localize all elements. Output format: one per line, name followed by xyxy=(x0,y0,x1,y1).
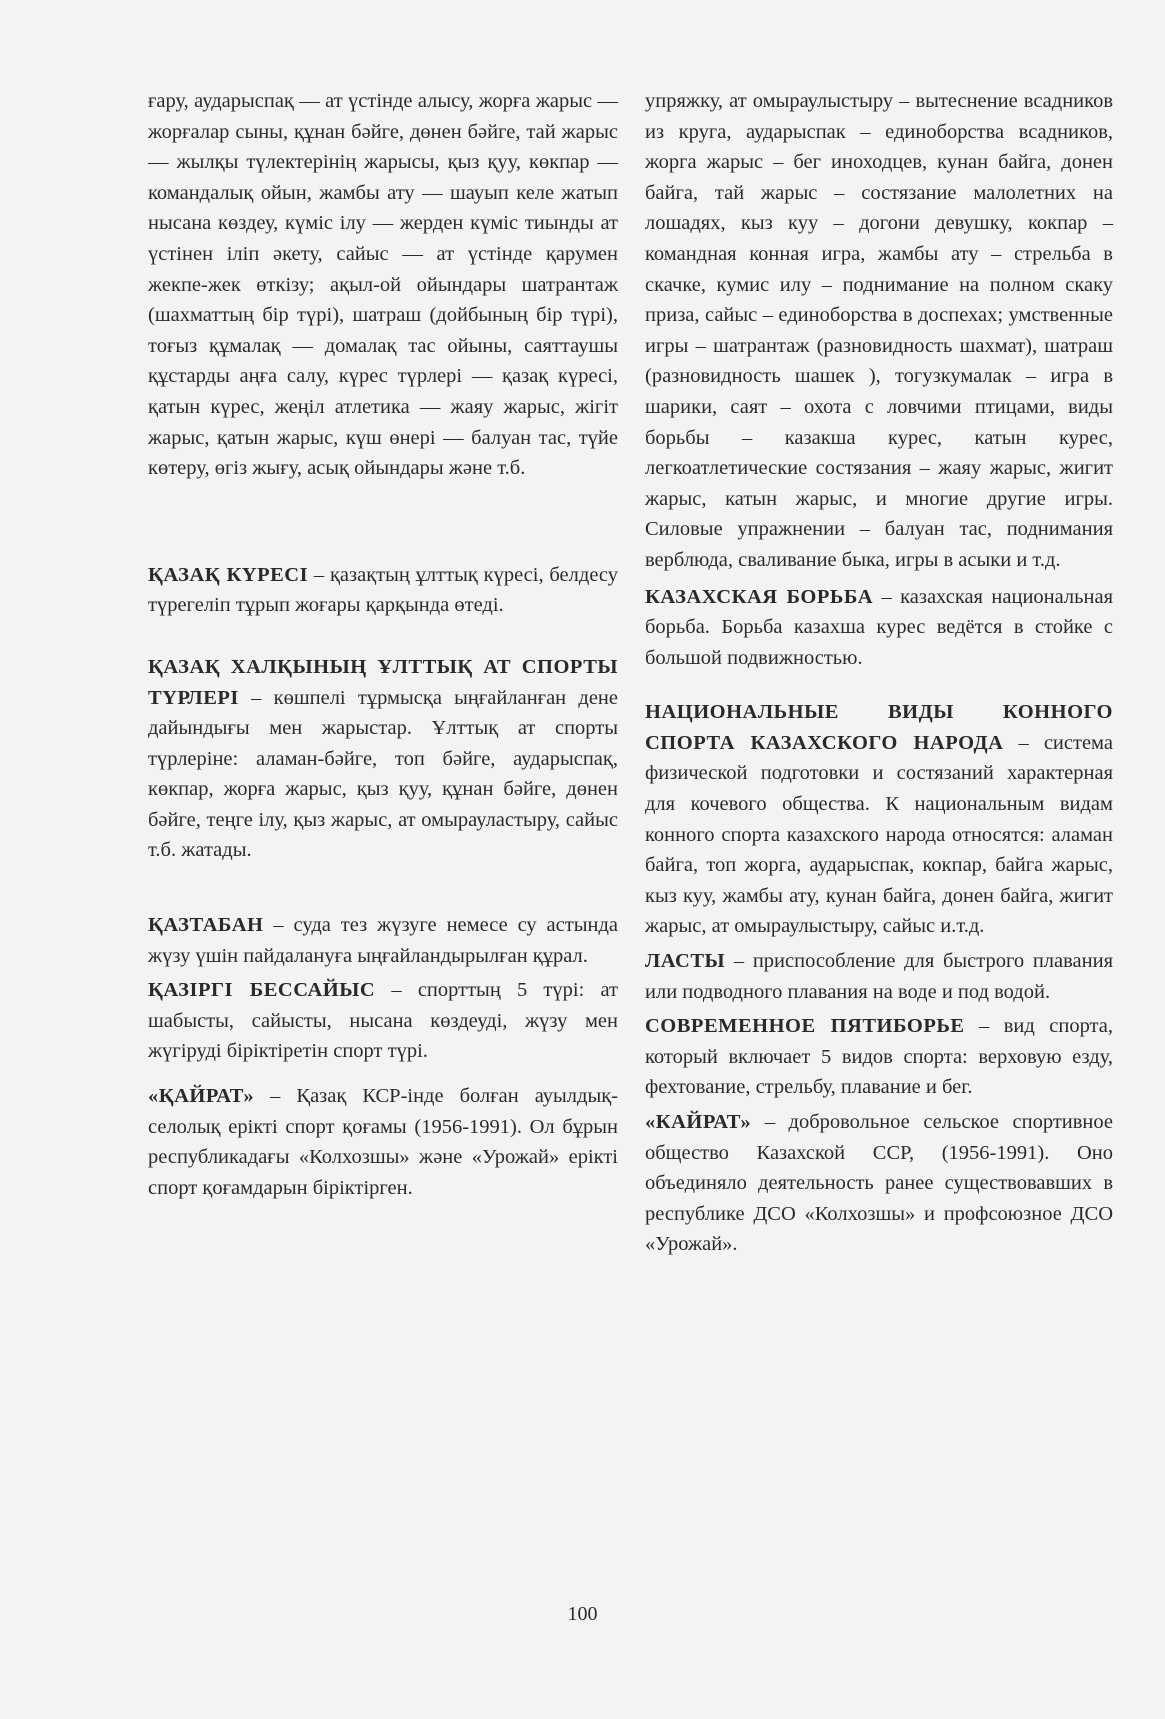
entry-definition: – добровольное сельское спортивное общество Казахской ССР, (1956-1991). Оно объединяло деятельность ранее существовавших в республике ДСО «Колхозшы» и профсоюзное ДСО «Урожай». xyxy=(645,1111,1113,1256)
entry-definition: – көшпелі тұрмысқа ыңғайланған дене дайындығы мен жарыстар. Ұлттық ат спорты түрлеріне: аламан-бәйге, топ бәйге, аударыспақ, көкпар, жорға жарыс, қыз қуу, құнан бәйге, дөнен бәйге, теңге ілу, қыз жарыс, ат омырауластыру, сайыс т.б. жатады. xyxy=(148,686,618,862)
page-number: 100 xyxy=(567,1603,598,1625)
entry-term: ҚАЗАҚ КҮРЕСІ xyxy=(148,563,309,586)
dictionary-entry xyxy=(645,582,1113,674)
intro-paragraph xyxy=(148,86,618,484)
dictionary-entry xyxy=(645,946,1113,1007)
entry-definition: – вид спорта, который включает 5 видов спорта: верховую езду, фехтование, стрельбу, плавание и бег. xyxy=(645,1015,1113,1099)
entry-definition: – система физической подготовки и состязаний характерная для кочевого общества. К национальным видам конного спорта казахского народа относятся: аламан байга, топ жорга, аударыспак, кокпар, байга жарыс, кыз куу, жамбы ату, кунан байга, донен байга, жигит жарыс, ат омыраулыстыру, сайыс и.т.д. xyxy=(645,731,1113,938)
entry-definition: – Қазақ КСР-інде болған ауылдық-селолық ерікті спорт қоғамы (1956-1991). Ол бұрын республикадағы «Колхозшы» және «Урожай» ерікті спорт қоғамдарын біріктірген. xyxy=(148,1085,618,1199)
entry-definition: – суда тез жүзуге немесе су астында жүзу үшін пайдалануға ыңғайландырылған құрал. xyxy=(148,914,618,967)
intro-text: ғару, аударыспақ — ат үстінде алысу, жорға жарыс — жорғалар сыны, құнан бәйге, дөнен бәйге, тай жарыс — жылқы түлектерінің жарысы, қыз қуу, көкпар — командалық ойын, жамбы ату — шауып келе жатып нысана көздеу, күміс ілу — жерден күміс тиынды ат үстінен іліп әкету, сайыс — ат үстінде қарумен жекпе-жек өткізу; ақыл-ой ойындары шатрантаж (шахматтың бір түрі), шатраш (дойбының бір түрі), тоғыз құмалақ — домалақ тас ойыны, саяттаушы құстарды аңға салу, күрес түрлері — қазақ күресі, қатын күрес, жеңіл атлетика — жаяу жарыс, жігіт жарыс, қатын жарыс, күш өнері — балуан тас, түйе көтеру, өгіз жығу, асық ойындары және т.б. xyxy=(148,90,618,480)
entry-term: ҚАЗІРГІ БЕССАЙЫС xyxy=(148,979,376,1002)
entry-term: НАЦИОНАЛЬНЫЕ ВИДЫ КОННОГО СПОРТА КАЗАХСКОГО НАРОДА xyxy=(645,701,1113,754)
left-column-kazakh xyxy=(148,86,618,1203)
dictionary-entry xyxy=(645,1107,1113,1260)
dictionary-entry xyxy=(148,652,618,866)
entry-definition: – қазақтың ұлттық күресі, белдесу түрегеліп тұрып жоғары қарқында өтеді. xyxy=(148,563,619,617)
right-column-russian xyxy=(645,86,1113,1260)
entry-term: «ҚАЙРАТ» xyxy=(148,1085,255,1108)
entry-definition: – казахская национальная борьба. Борьба казахша курес ведётся в стойке с большой подвижностью. xyxy=(645,585,1113,669)
entry-term: ҚАЗАҚ ХАЛҚЫНЫҢ ҰЛТТЫҚ АТ СПОРТЫ ТҮРЛЕРІ xyxy=(148,655,618,709)
intro-paragraph xyxy=(645,86,1113,576)
entry-term: «КАЙРАТ» xyxy=(645,1111,752,1133)
dictionary-entry xyxy=(148,1081,618,1203)
dictionary-entry xyxy=(148,910,618,971)
entry-term: ЛАСТЫ xyxy=(645,950,726,973)
intro-text: упряжку, ат омыраулыстыру – вытеснение всадников из круга, аударыспак – единоборства всадников, жорга жарыс – бег иноходцев, кунан байга, донен байга, тай жарыс – состязание малолетних на лошадях, кыз куу – догони девушку, кокпар – командная конная игра, жамбы ату – стрельба в скачке, кумис илу – поднимание на полном скаку приза, сайыс – единоборства в доспехах; умственные игры – шатрантаж (разновидность шахмат), шатраш (разновидность шашек ), тогузкумалак – игра в шарики, саят – охота с ловчими птицами, виды борьбы – казакша курес, катын курес, легкоатлетические состязания – жаяу жарыс, жигит жарыс, катын жарыс, и многие другие игры. Силовые упражнении – балуан тас, поднимания верблюда, сваливание быка, игры в асыки и т.д. xyxy=(645,90,1113,571)
entry-term: СОВРЕМЕННОЕ ПЯТИБОРЬЕ xyxy=(645,1015,965,1038)
dictionary-entry xyxy=(645,1011,1113,1103)
entry-definition: – приспособление для быстрого плавания или подводного плавания на воде и под водой. xyxy=(645,950,1113,1003)
entry-term: КАЗАХСКАЯ БОРЬБА xyxy=(645,585,874,608)
entry-term: ҚАЗТАБАН xyxy=(148,914,264,937)
dictionary-entry xyxy=(645,697,1113,942)
dictionary-entry xyxy=(148,560,618,621)
dictionary-entry xyxy=(148,975,618,1067)
entry-definition: – спорттың 5 түрі: ат шабысты, сайысты, нысана көздеуді, жүзу мен жүгіруді біріктіретін спорт түрі. xyxy=(148,979,619,1063)
